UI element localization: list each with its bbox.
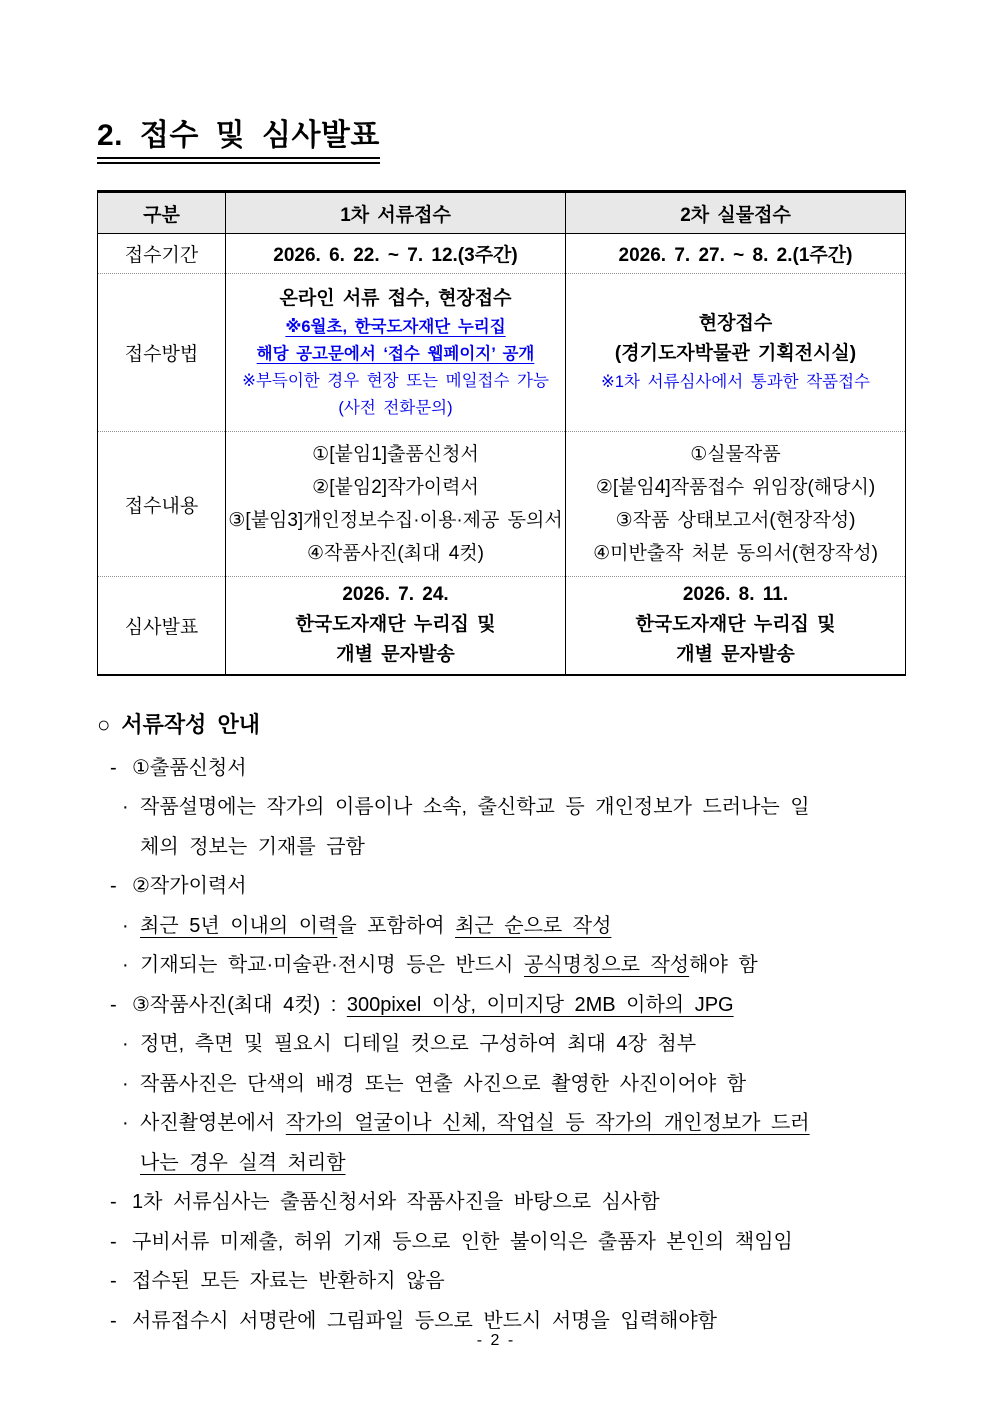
title-wrap bbox=[97, 110, 905, 164]
page-number: - 2 - bbox=[476, 1332, 516, 1349]
guide-line bbox=[97, 1262, 905, 1302]
header-second-round: 2차 실물접수 bbox=[566, 192, 906, 234]
content-first-item4: ④작품사진(최대 4컷) bbox=[306, 543, 484, 564]
dash-bullet: - bbox=[110, 993, 117, 1016]
method-first-note1: ※6월초, 한국도자재단 누리집 bbox=[285, 317, 506, 336]
content-first-item2: ②[붙임2]작가이력서 bbox=[312, 477, 479, 498]
dot-bullet: · bbox=[122, 1033, 129, 1055]
guide-text: 체의 정보는 기재를 금함 bbox=[140, 835, 365, 858]
announce-second-line3: 개별 문자발송 bbox=[676, 644, 795, 666]
period-second-cell bbox=[566, 234, 906, 274]
row-label-announce: 심사발표 bbox=[98, 577, 226, 675]
announce-second-cell bbox=[566, 577, 906, 675]
row-label-content: 접수내용 bbox=[98, 432, 226, 577]
row-content bbox=[98, 432, 906, 577]
dot-bullet: · bbox=[122, 796, 129, 818]
content-second-item4: ④미반출작 처분 동의서(현장작성) bbox=[593, 543, 878, 564]
guide-text: 구비서류 미제출, 허위 기재 등으로 인한 불이익은 출품자 본인의 책임임 bbox=[132, 1230, 793, 1253]
dot-bullet: · bbox=[122, 954, 129, 976]
guide-text: 1차 서류심사는 출품신청서와 작품사진을 바탕으로 심사함 bbox=[132, 1191, 660, 1213]
guide-line bbox=[97, 1065, 905, 1105]
content-second-item1: ①실물작품 bbox=[690, 444, 781, 465]
method-second-main2: (경기도자박물관 기획전시실) bbox=[614, 343, 857, 364]
dash-bullet: - bbox=[110, 1230, 117, 1253]
method-second-main1: 현장접수 bbox=[698, 313, 773, 334]
row-label-period: 접수기간 bbox=[124, 245, 199, 266]
guide-line bbox=[97, 1025, 905, 1065]
guide-text: 나는 경우 실격 처리함 bbox=[140, 1151, 346, 1174]
announce-first-cell bbox=[226, 577, 566, 675]
guide-text: 작품설명에는 작가의 이름이나 소속, 출신학교 등 개인정보가 드러나는 일 bbox=[140, 796, 810, 818]
guide-text: 최근 5년 이내의 이력을 포함하여 최근 순으로 작성 bbox=[140, 914, 612, 937]
guide-line bbox=[97, 986, 905, 1026]
guide-list bbox=[97, 749, 905, 1342]
dash-bullet: - bbox=[110, 1309, 117, 1332]
row-period bbox=[98, 234, 906, 274]
guide-text: ①출품신청서 bbox=[132, 756, 247, 779]
period-second-date: 2026. 7. 27. ~ 8. 2.(1주간) bbox=[618, 245, 853, 266]
guide-line bbox=[97, 1183, 905, 1223]
dash-bullet: - bbox=[110, 875, 117, 897]
dot-bullet: · bbox=[122, 1072, 129, 1095]
guide-text: ③작품사진(최대 4컷) : 300pixel 이상, 이미지당 2MB 이하의 JPG bbox=[132, 993, 734, 1016]
method-first-note2: 해당 공고문에서 ‘접수 웹페이지’ 공개 bbox=[256, 344, 535, 363]
content-first-item1: ①[붙임1]출품신청서 bbox=[312, 444, 479, 465]
table-header-row bbox=[98, 192, 906, 234]
guide-text: ②작가이력서 bbox=[132, 875, 247, 897]
method-first-cell bbox=[226, 274, 566, 432]
dot-bullet: · bbox=[122, 1112, 129, 1134]
header-category: 구분 bbox=[98, 192, 226, 234]
schedule-table bbox=[97, 190, 906, 676]
guide-line bbox=[97, 907, 905, 947]
dash-bullet: - bbox=[110, 756, 117, 779]
content-first-item3: ③[붙임3]개인정보수집·이용·제공 동의서 bbox=[228, 510, 563, 531]
method-second-note: ※1차 서류심사에서 통과한 작품접수 bbox=[601, 373, 870, 391]
row-announce bbox=[98, 577, 906, 675]
page-title: 2. 접수 및 심사발표 bbox=[97, 110, 380, 164]
guide-line bbox=[97, 1104, 905, 1144]
guide-line bbox=[97, 867, 905, 907]
row-method bbox=[98, 274, 906, 432]
dash-bullet: - bbox=[110, 1191, 117, 1213]
announce-first-date: 2026. 7. 24. bbox=[342, 584, 449, 606]
header-first-round: 1차 서류접수 bbox=[226, 192, 566, 234]
method-first-main: 온라인 서류 접수, 현장접수 bbox=[279, 287, 512, 309]
guide-line bbox=[97, 749, 905, 789]
document-content bbox=[0, 110, 992, 1341]
guide-line bbox=[97, 946, 905, 986]
guide-line bbox=[97, 788, 905, 828]
announce-second-date: 2026. 8. 11. bbox=[682, 584, 789, 606]
method-second-cell bbox=[566, 274, 906, 432]
guide-text: 작품사진은 단색의 배경 또는 연출 사진으로 촬영한 사진이어야 함 bbox=[140, 1072, 747, 1095]
guide-text: 기재되는 학교·미술관·전시명 등은 반드시 공식명칭으로 작성해야 함 bbox=[140, 954, 758, 976]
dash-bullet: - bbox=[110, 1270, 117, 1292]
guide-line bbox=[97, 1223, 905, 1263]
guide-line bbox=[97, 828, 905, 868]
announce-first-line3: 개별 문자발송 bbox=[336, 644, 455, 666]
guide-text: 사진촬영본에서 작가의 얼굴이나 신체, 작업실 등 작가의 개인정보가 드러 bbox=[140, 1112, 810, 1134]
method-first-note3: ※부득이한 경우 현장 또는 메일접수 가능 bbox=[242, 371, 549, 390]
guide-section-heading: ○ 서류작성 안내 bbox=[97, 711, 261, 737]
guide-text: 정면, 측면 및 필요시 디테일 컷으로 구성하여 최대 4장 첨부 bbox=[140, 1033, 697, 1055]
content-second-item2: ②[붙임4]작품접수 위임장(해당시) bbox=[595, 477, 876, 498]
announce-second-line2: 한국도자재단 누리집 및 bbox=[635, 614, 836, 636]
method-first-note4: (사전 전화문의) bbox=[338, 398, 453, 417]
announce-first-line2: 한국도자재단 누리집 및 bbox=[295, 614, 496, 636]
guide-text: 접수된 모든 자료는 반환하지 않음 bbox=[132, 1270, 445, 1292]
period-first-cell bbox=[226, 234, 566, 274]
period-first-date: 2026. 6. 22. ~ 7. 12.(3주간) bbox=[273, 245, 518, 266]
content-second-item3: ③작품 상태보고서(현장작성) bbox=[615, 510, 856, 531]
row-label-method: 접수방법 bbox=[98, 274, 226, 432]
guide-line bbox=[97, 1144, 905, 1184]
guide-text: 서류접수시 서명란에 그림파일 등으로 반드시 서명을 입력해야함 bbox=[132, 1309, 717, 1332]
dot-bullet: · bbox=[122, 914, 129, 937]
content-first-cell bbox=[226, 432, 566, 577]
content-second-cell bbox=[566, 432, 906, 577]
